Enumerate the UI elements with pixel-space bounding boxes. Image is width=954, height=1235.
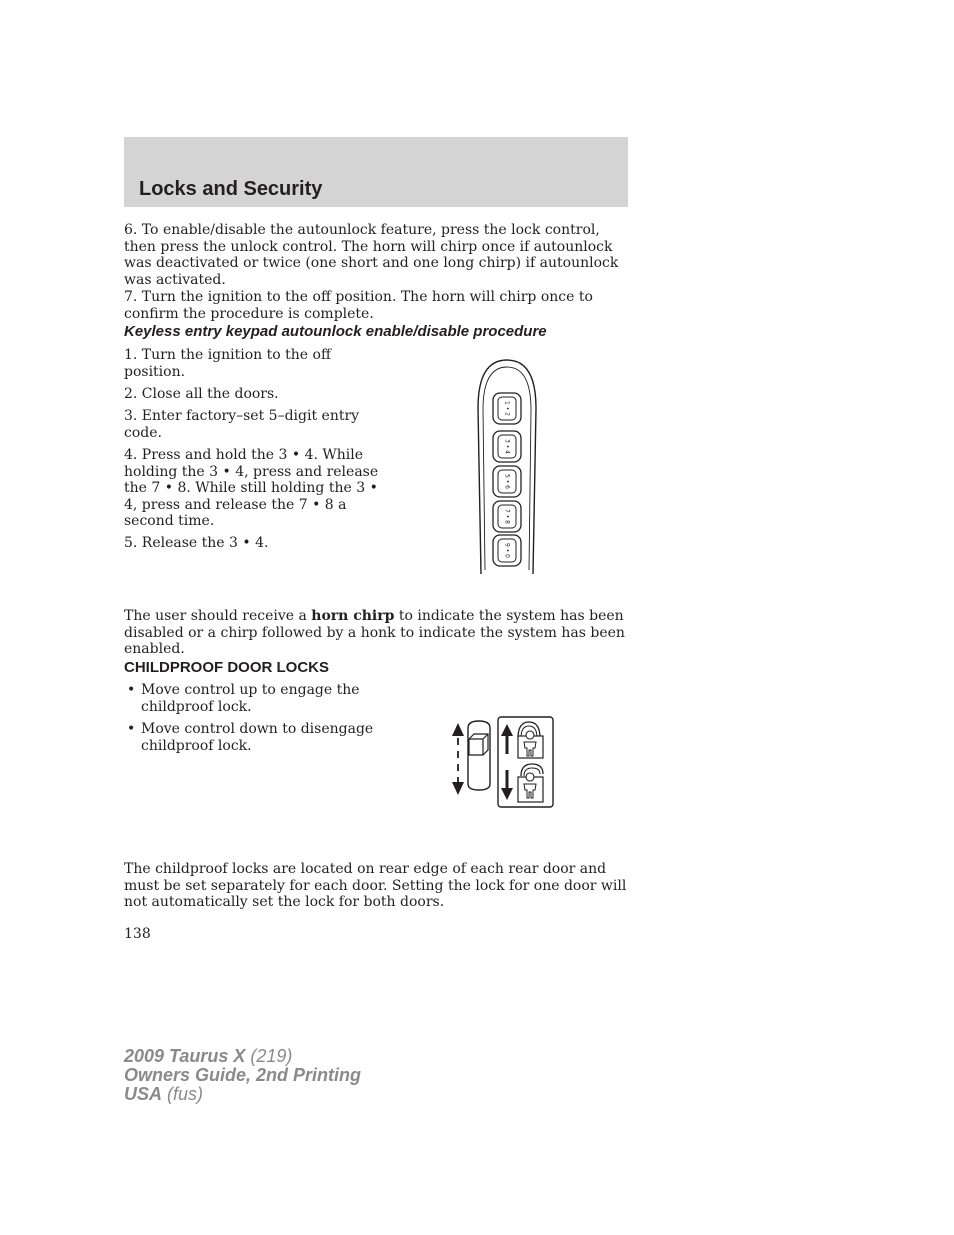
keypad-button-icon	[493, 535, 521, 566]
step-7-paragraph: 7. Turn the ignition to the off position. The horn will chirp once to confirm the procedure is complete.	[124, 289, 593, 322]
keypad-step-1: 1. Turn the ignition to the off position.	[124, 347, 331, 380]
keypad-step-4: 4. Press and hold the 3 • 4. While holding the 3 • 4, press and release the 7 • 8. While still holding the 3 • 4, press and release the 7 • 8 a second time.	[124, 447, 379, 530]
keypad-step-5: 5. Release the 3 • 4.	[124, 535, 269, 551]
childproof-closing-paragraph: The childproof locks are located on rear edge of each rear door and must be set separately for each door. Setting the lock for one door will not automatically set the lock for both doors.	[124, 861, 627, 911]
keypad-button-icon	[493, 501, 521, 532]
keypad-button-icon	[493, 466, 521, 497]
keypad-step-3: 3. Enter factory–set 5–digit entry code.	[124, 408, 360, 441]
page-title: Locks and Security	[139, 178, 323, 200]
keypad-button-label: 7 • 8	[503, 509, 511, 524]
footer-market-code: (fus)	[162, 1084, 204, 1104]
section-header-band	[124, 137, 628, 207]
footer-line-2	[124, 1066, 361, 1085]
footer-line-1	[124, 1047, 361, 1066]
footer-line-3	[124, 1085, 361, 1104]
keypad-button-icon	[493, 393, 521, 424]
page-number: 138	[124, 926, 151, 942]
keyless-keypad-illustration	[470, 358, 544, 578]
keypad-button-label: 3 • 4	[503, 439, 511, 454]
footer-market: USA	[124, 1084, 163, 1104]
childproof-bullet-2: Move control down to disengage childproof lock.	[141, 721, 374, 754]
horn-chirp-paragraph	[124, 608, 628, 658]
up-down-arrow-icon	[452, 723, 464, 795]
childproof-slider-icon	[468, 721, 490, 790]
childproof-heading: CHILDPROOF DOOR LOCKS	[124, 659, 329, 676]
footer-printing: Owners Guide, 2nd Printing	[124, 1065, 362, 1085]
keypad-procedure-heading: Keyless entry keypad autounlock enable/disable procedure	[124, 323, 547, 340]
horn-chirp-text-post: to indicate the system has been disabled or a chirp followed by a honk to indicate the system has been enabled.	[124, 608, 625, 658]
document-footer	[124, 1047, 361, 1104]
footer-model: 2009 Taurus X	[124, 1046, 246, 1066]
horn-chirp-text-pre: The user should receive a	[124, 608, 312, 624]
keypad-button-label: 9 • 0	[503, 543, 511, 558]
keypad-button-label: 5 • 6	[503, 474, 511, 489]
keypad-button-icon	[493, 431, 521, 462]
bullet-marker: •	[127, 682, 136, 698]
step-6-paragraph: 6. To enable/disable the autounlock feature, press the lock control, then press the unlock control. The horn will chirp once if autounlock was deactivated or twice (one short and one long chirp) if autounlock was activated.	[124, 222, 619, 288]
childproof-bullet-1: Move control up to engage the childproof lock.	[141, 682, 360, 715]
keypad-step-2: 2. Close all the doors.	[124, 386, 279, 402]
keypad-button-label: 1 • 2	[503, 401, 511, 416]
childproof-lock-illustration	[445, 714, 557, 812]
horn-chirp-emphasis: horn chirp	[311, 608, 395, 624]
bullet-marker: •	[127, 721, 136, 737]
footer-model-code: (219)	[245, 1046, 293, 1066]
